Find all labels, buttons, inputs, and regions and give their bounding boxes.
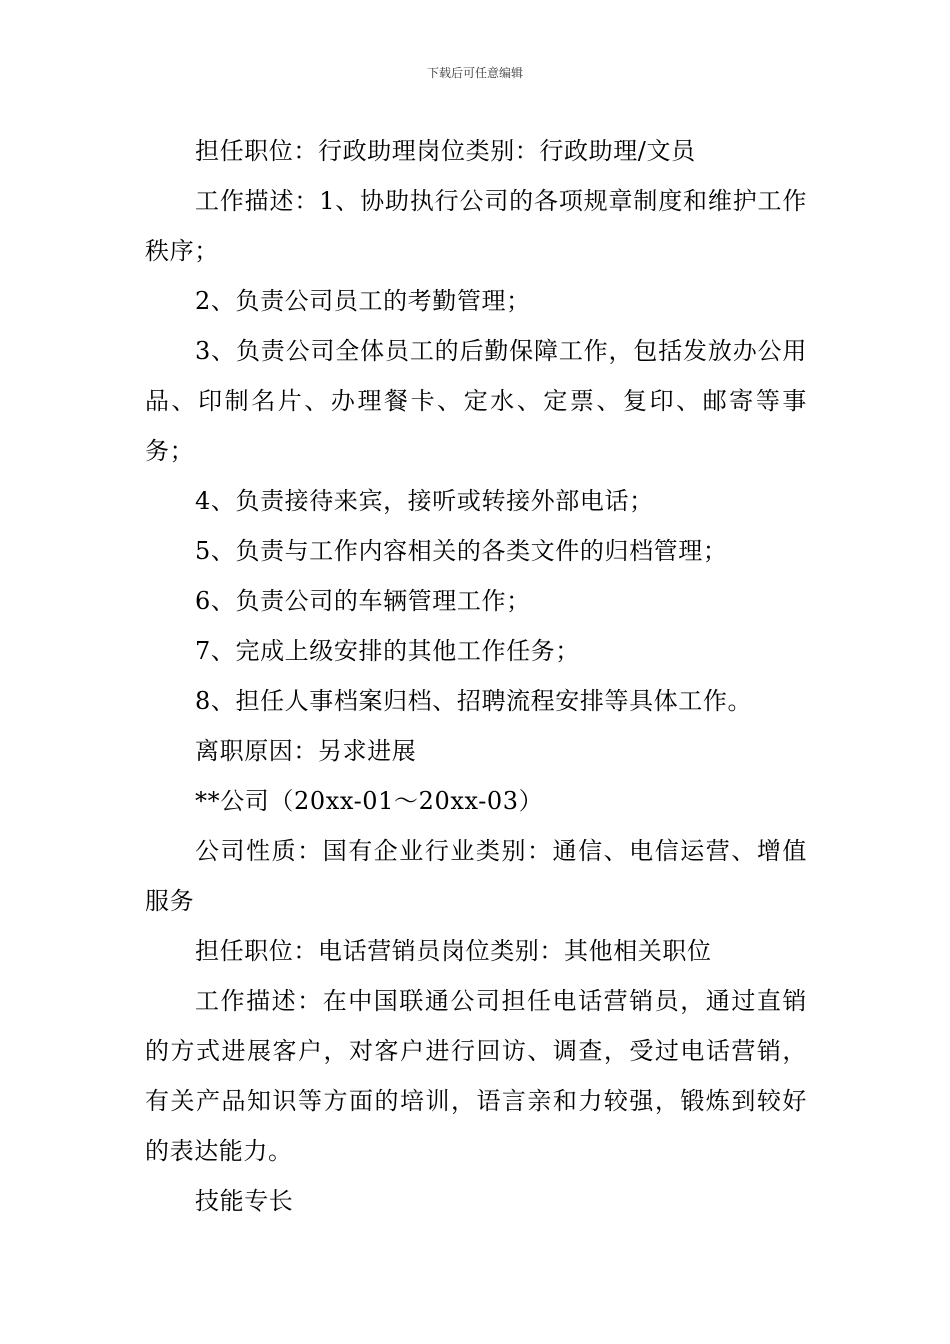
paragraph-item-6: 6、负责公司的车辆管理工作； <box>195 587 531 615</box>
document-body <box>145 126 807 1226</box>
paragraph-job-description-2: 工作描述：在中国联通公司担任电话营销员，通过直销的方式进展客户，对客户进行回访、调查，受过电话营销，有关产品知识等方面的培训，语言亲和力较强，锻炼到较好的表达能力。 <box>145 987 807 1165</box>
paragraph-leaving-reason: 离职原因：另求进展 <box>195 737 417 765</box>
paragraph-item-2: 2、负责公司员工的考勤管理； <box>195 287 531 315</box>
paragraph-position-2: 担任职位：电话营销员岗位类别：其他相关职位 <box>195 937 712 965</box>
paragraph-item-5: 5、负责与工作内容相关的各类文件的归档管理； <box>195 537 728 565</box>
paragraph-item-8: 8、担任人事档案归档、招聘流程安排等具体工作。 <box>195 687 753 715</box>
paragraph-position: 担任职位：行政助理岗位类别：行政助理/文员 <box>195 137 696 165</box>
paragraph-item-3: 3、负责公司全体员工的后勤保障工作，包括发放办公用品、印制名片、办理餐卡、定水、定票、复印、邮寄等事务； <box>145 337 807 465</box>
paragraph-company-name: **公司（20xx-01～20xx-03） <box>195 787 544 815</box>
paragraph-item-7: 7、完成上级安排的其他工作任务； <box>195 637 580 665</box>
page-header: 下载后可任意编辑 <box>426 66 523 80</box>
paragraph-company-nature: 公司性质：国有企业行业类别：通信、电信运营、增值服务 <box>145 837 807 915</box>
paragraph-item-4: 4、负责接待来宾，接听或转接外部电话； <box>195 487 654 515</box>
paragraph-skills-heading: 技能专长 <box>195 1187 294 1215</box>
paragraph-job-description: 工作描述：1、协助执行公司的各项规章制度和维护工作秩序； <box>145 187 807 265</box>
